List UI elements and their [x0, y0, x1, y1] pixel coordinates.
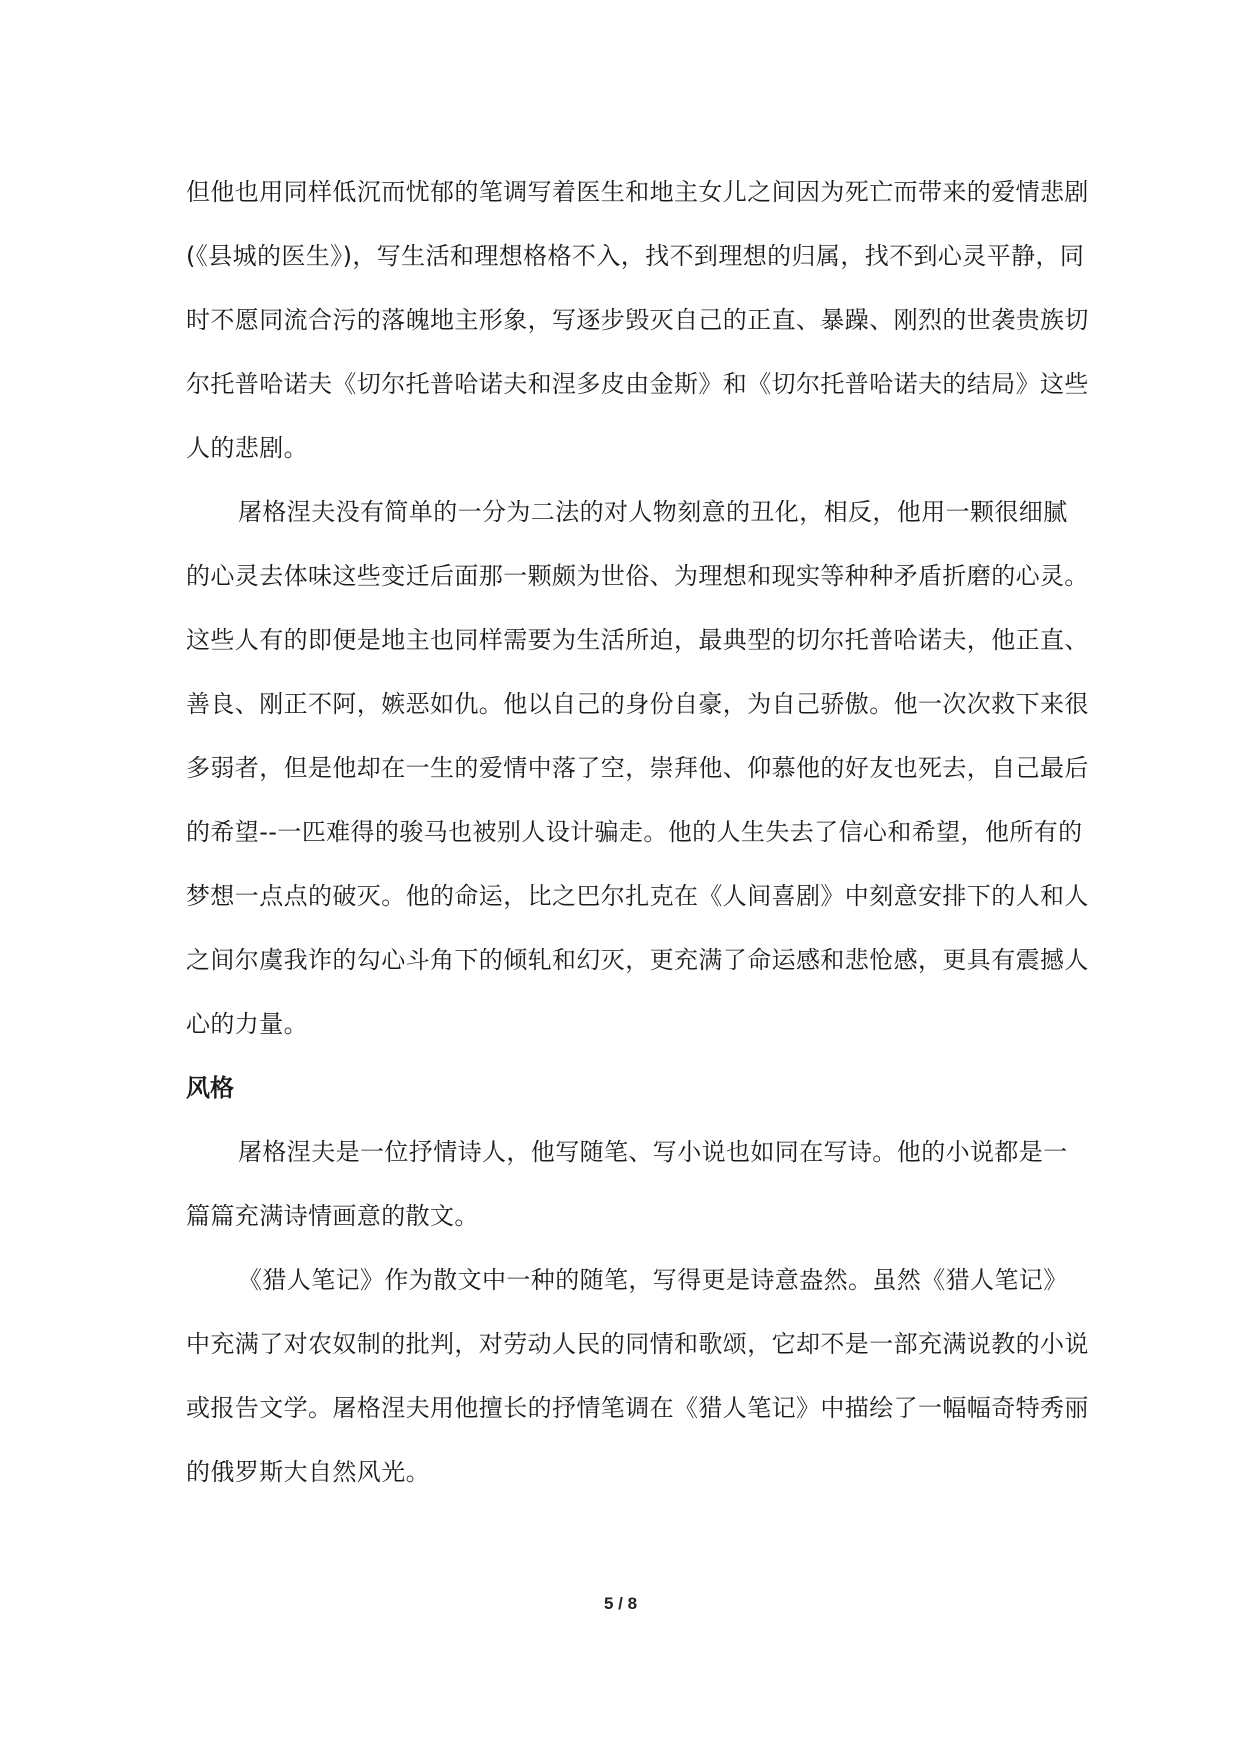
page-number: 5 / 8	[603, 1594, 638, 1613]
paragraph: 但他也用同样低沉而忧郁的笔调写着医生和地主女儿之间因为死亡而带来的爱情悲剧(《县城的医生》)，写生活和理想格格不入，找不到理想的归属，找不到心灵平静，同时不愿同流合污的落魄地主形象，写逐步毁灭自己的正直、暴躁、刚烈的世袭贵族切尔托普哈诺夫《切尔托普哈诺夫和涅多皮由金斯》和《切尔托普哈诺夫的结局》这些人的悲剧。	[186, 178, 1089, 462]
section-heading: 风格	[186, 1074, 234, 1102]
paragraph: 《猎人笔记》作为散文中一种的随笔，写得更是诗意盎然。虽然《猎人笔记》中充满了对农奴制的批判，对劳动人民的同情和歌颂，它却不是一部充满说教的小说或报告文学。屠格涅夫用他擅长的抒情笔调在《猎人笔记》中描绘了一幅幅奇特秀丽的俄罗斯大自然风光。	[186, 1266, 1089, 1486]
paragraph: 屠格涅夫没有简单的一分为二法的对人物刻意的丑化，相反，他用一颗很细腻的心灵去体味这些变迁后面那一颗颇为世俗、为理想和现实等种种矛盾折磨的心灵。这些人有的即便是地主也同样需要为生活所迫，最典型的切尔托普哈诺夫，他正直、善良、刚正不阿，嫉恶如仇。他以自己的身份自豪，为自己骄傲。他一次次救下来很多弱者，但是他却在一生的爱情中落了空，崇拜他、仰慕他的好友也死去，自己最后的希望--一匹难得的骏马也被别人设计骗走。他的人生失去了信心和希望，他所有的梦想一点点的破灭。他的命运，比之巴尔扎克在《人间喜剧》中刻意安排下的人和人之间尔虞我诈的勾心斗角下的倾轧和幻灭，更充满了命运感和悲怆感，更具有震撼人心的力量。	[186, 498, 1089, 1038]
document-body	[186, 160, 1091, 1504]
paragraph: 屠格涅夫是一位抒情诗人，他写随笔、写小说也如同在写诗。他的小说都是一篇篇充满诗情画意的散文。	[186, 1138, 1068, 1230]
